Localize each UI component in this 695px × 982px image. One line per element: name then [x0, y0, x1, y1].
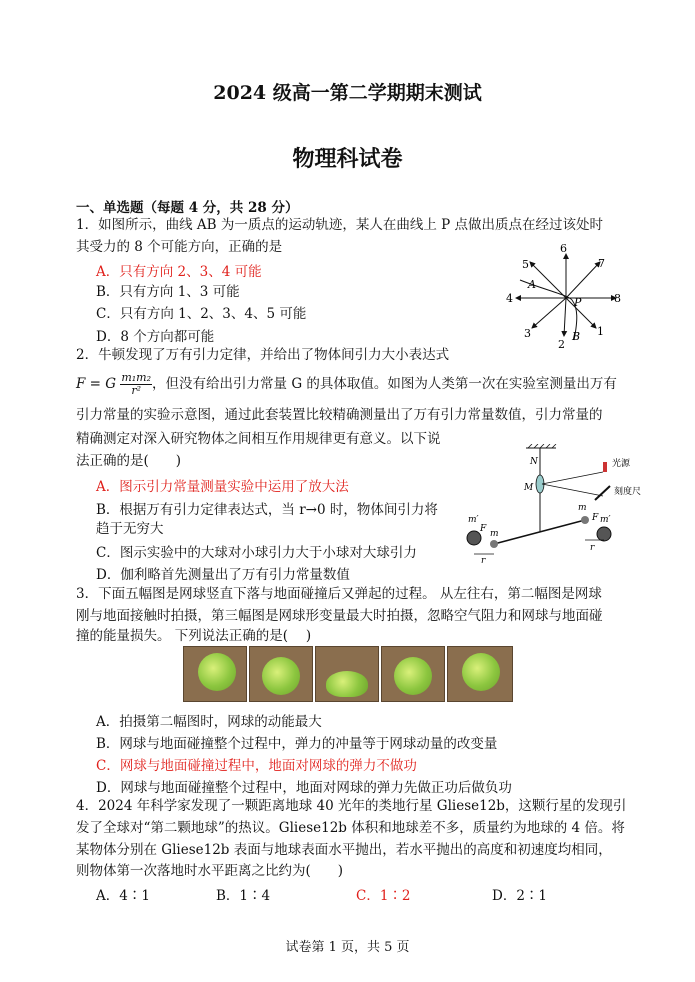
small-mass-right-label: m: [578, 503, 587, 513]
q2-option-c: C．图示实验中的大球对小球引力大于小球对大球引力: [96, 545, 417, 561]
q1-option-c: C．只有方向 1、2、3、4、5 可能: [96, 306, 307, 322]
q3-option-d: D．网球与地面碰撞整个过程中，地面对网球的弹力先做正功后做负功: [96, 780, 512, 796]
page-footer: 试卷第 1 页，共 5 页: [285, 940, 410, 955]
point-p-label: P: [574, 296, 582, 309]
subject-title: 物理科试卷: [292, 146, 403, 172]
q4-line3: 某物体分别在 Gliese12b 表面与地球表面水平抛出，若水平抛出的高度和初速度均相同，: [76, 842, 612, 858]
formula-fraction: [120, 372, 152, 397]
q3-line3: 撞的能量损失。 下列说法正确的是( ): [76, 628, 312, 644]
q4-line4: 则物体第一次落地时水平距离之比约为( ): [76, 863, 344, 879]
dir-label-1: 1: [597, 325, 604, 338]
small-mass-left-label: m: [490, 529, 499, 539]
q3-line2: 刚与地面接触时拍摄，第三幅图是网球形变量最大时拍摄，忽略空气阻力和网球与地面碰: [76, 608, 603, 624]
q4-option-a: A．4∶1: [96, 888, 150, 904]
q3-option-c: C．网球与地面碰撞过程中，地面对网球的弹力不做功: [96, 758, 417, 774]
q1-option-a: A．只有方向 2、3、4 可能: [96, 264, 262, 280]
dir-label-2: 2: [558, 338, 565, 350]
q3-line1: 3．下面五幅图是网球竖直下落与地面碰撞后又弹起的过程。 从左往右，第二幅图是网球: [76, 586, 602, 602]
light-source-label: 光源: [612, 459, 631, 469]
point-a-label: A: [528, 278, 536, 291]
big-mass-left-label: m′: [468, 515, 479, 525]
ruler-label: 刻度尺: [614, 487, 642, 497]
tennis-ball: [262, 657, 300, 695]
q2-line2: ，但没有给出引力常量 G 的具体取值。如图为人类第一次在实验室测量出万有: [152, 376, 617, 392]
tennis-photo-4: [381, 646, 445, 702]
q2-option-a: A．图示引力常量测量实验中运用了放大法: [96, 479, 349, 495]
formula-lhs: F = G: [76, 376, 117, 392]
dir-label-3: 3: [524, 327, 531, 340]
q2-formula-row: [76, 372, 617, 397]
q1-option-b: B．只有方向 1、3 可能: [96, 284, 240, 300]
n-label: N: [530, 457, 538, 467]
q2-option-b-cont: 趋于无穷大: [96, 521, 164, 537]
q3-option-a: A．拍摄第二幅图时，网球的动能最大: [96, 714, 322, 730]
dir-label-8: 8: [614, 292, 621, 305]
tennis-photo-3: [315, 646, 379, 702]
q2-line1: 2．牛顿发现了万有引力定律，并给出了物体间引力大小表达式: [76, 347, 450, 363]
force-right-label: F: [592, 513, 599, 523]
q2-line5: 法正确的是( ): [76, 453, 182, 469]
q4-line1: 4．2024 年科学家发现了一颗距离地球 40 光年的类地行星 Gliese12b，这颗行星的发现引: [76, 798, 627, 814]
section-heading: 一、单选题（每题 4 分，共 28 分）: [76, 200, 299, 216]
tennis-photo-2: [249, 646, 313, 702]
tennis-ball: [462, 653, 500, 691]
q4-line2: 发了全球对“第二颗地球”的热议。Gliese12b 体积和地球差不多，质量约为地球的 4 倍。将: [76, 820, 625, 836]
m-mirror-label: M: [524, 483, 534, 493]
big-mass-right-label: m′: [600, 515, 611, 525]
q4-option-c: C．1∶2: [356, 888, 411, 904]
force-left-label: F: [480, 524, 487, 534]
point-b-label: B: [572, 330, 581, 343]
q1-option-d: D．8 个方向都可能: [96, 329, 215, 345]
q2-option-d: D．伽利略首先测量出了万有引力常量数值: [96, 567, 350, 583]
dir-label-7: 7: [598, 257, 605, 270]
formula-numerator: m₁m₂: [121, 371, 152, 384]
q1-line1: 1．如图所示，曲线 AB 为一质点的运动轨迹，某人在曲线上 P 点做出质点在经过该处时: [76, 217, 604, 233]
r-right-label: r: [590, 543, 595, 553]
q3-option-b: B．网球与地面碰撞整个过程中，弹力的冲量等于网球动量的改变量: [96, 736, 498, 752]
q2-line4: 精确测定对深入研究物体之间相互作用规律更有意义。以下说: [76, 431, 441, 447]
torsion-balance-figure: [460, 444, 680, 564]
q2-option-b: B．根据万有引力定律表达式，当 r→0 时，物体间引力将: [96, 502, 438, 518]
q1-force-direction-figure: [500, 240, 640, 350]
tennis-ball: [394, 657, 432, 695]
q4-option-b: B．1∶4: [216, 888, 271, 904]
tennis-ball: [326, 671, 368, 697]
dir-label-4: 4: [506, 292, 513, 305]
r-left-label: r: [481, 556, 486, 564]
tennis-photo-5: [447, 646, 513, 702]
tennis-photo-1: [183, 646, 247, 702]
dir-label-6: 6: [560, 242, 567, 255]
q2-line3: 引力常量的实验示意图，通过此套装置比较精确测量出了万有引力常量数值，引力常量的: [76, 407, 603, 423]
exam-title: 2024 级高一第二学期期末测试: [213, 82, 482, 104]
formula-denominator: r²: [131, 384, 142, 397]
tennis-ball: [198, 653, 236, 691]
dir-label-5: 5: [522, 258, 529, 271]
q1-line2: 其受力的 8 个可能方向，正确的是: [76, 239, 283, 255]
q4-option-d: D．2∶1: [492, 888, 548, 904]
